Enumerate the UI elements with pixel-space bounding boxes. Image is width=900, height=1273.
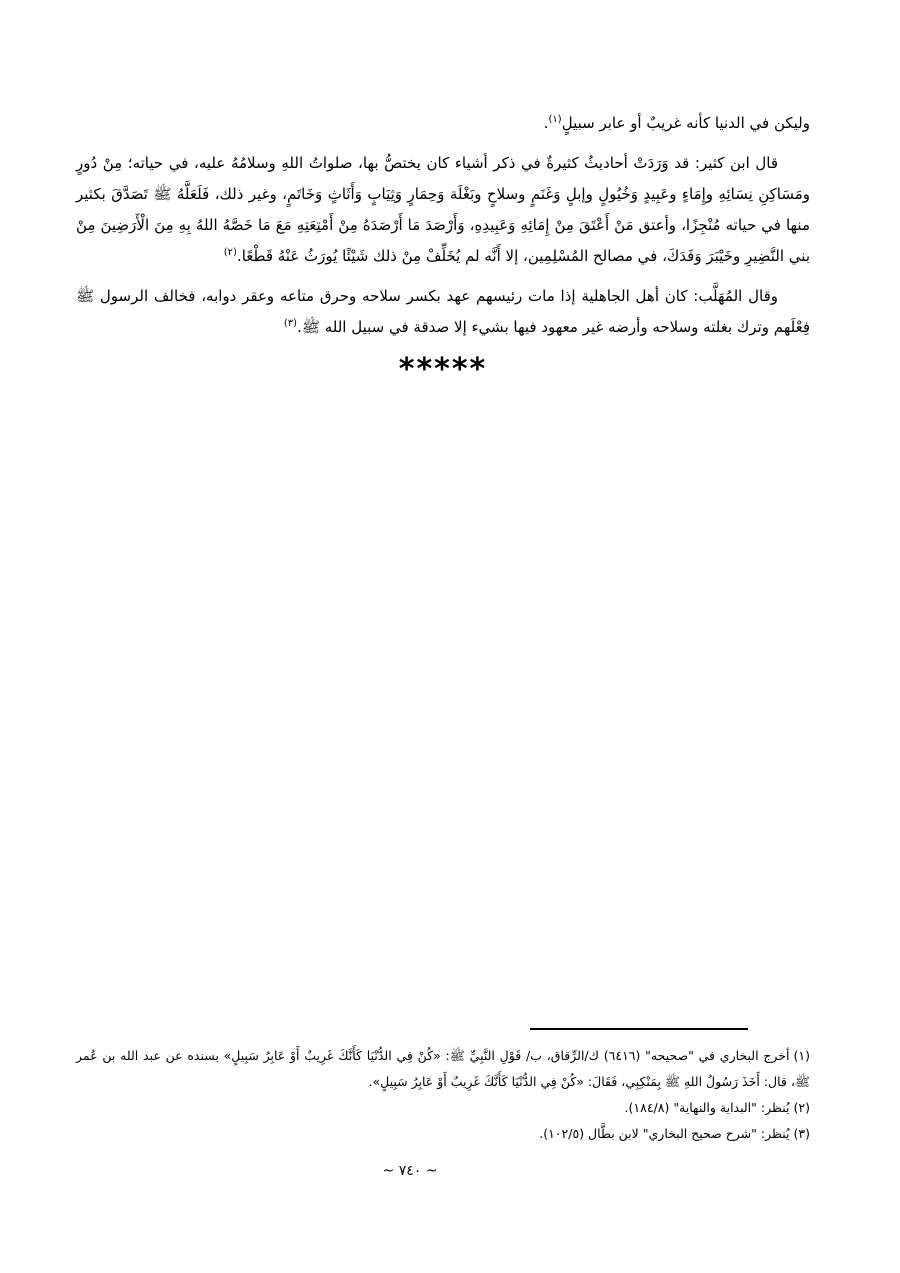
footnotes [76, 1043, 810, 1147]
footnote-3-number: (٣) [793, 1126, 810, 1141]
footnote-divider [530, 1028, 748, 1030]
paragraph-1 [76, 108, 810, 139]
main-text [76, 108, 810, 388]
footnote-1 [76, 1043, 810, 1095]
paragraph-1-end: . [543, 114, 549, 132]
paragraph-3-text: وقال المُهَلَّب: كان أهل الجاهلية إذا مات رئيسهم عهد بكسر سلاحه وحرق متاعه وعقر دوابه، فخالف الرسول ﷺ فِعْلَهم وترك بغلته وسلاحه وأرضه غير معهود فيها بشيء إلا صدقة في سبيل الله ﷺ. [76, 287, 810, 336]
footnote-1-number: (١) [793, 1048, 811, 1063]
footnote-2-text: يُنظر: "البداية والنهاية" (١٨٤/٨). [624, 1100, 790, 1115]
paragraph-2 [76, 148, 810, 272]
footnote-3 [76, 1121, 810, 1147]
footnote-ref-1: (١) [548, 114, 562, 125]
paragraph-1-text: وليكن في الدنيا كأنه غريبٌ أو عابر سبيلٍ [561, 114, 810, 132]
footnote-3-text: يُنظر: "شرح صحيح البخاري" لابن بطَّال (١٠٢/٥). [539, 1126, 790, 1141]
paragraph-2-text: قال ابن كثير: قد وَرَدَتْ أحاديثُ كثيرةٌ في ذكر أشياء كان يختصُّ بها، صلواتُ اللهِ وسلامُهُ عليه، في حياته؛ مِنْ دُورٍ ومَسَاكِنِ نِسَائِهِ وإِمَاءٍ وعَبِيدٍ وَخُيُولٍ وإبلٍ وَغَنَمٍ وسلاحٍ وبَغْلَة وَحِمَارٍ وَثِيَابٍ وَأَثَاثٍ وَخَاتَمٍ، وغير ذلك، فَلَعَلَّهُ ﷺ تَصَدَّقَ بكثير منها في حياته مُنْجِزًا، وأعتق مَنْ أَعْتَقَ مِنْ إِمَائِهِ وَعَبِيدِهِ، وَأَرْصَدَ مَا أَرْصَدَهُ مِنْ أَمْتِعَتِهِ مَعَ مَا خَصَّهُ اللهُ بِهِ مِنَ الْأَرَضِينَ مِنْ بني النَّضِيرِ وخَيْبَرَ وَفَدَكَ، في مصالح المُسْلِمِين، إلا أَنَّه لم يُخَلِّفْ مِنْ ذلك شَيْئًا يُورَثُ عَنْهُ قَطْعًا. [76, 154, 810, 265]
page-number: ~ ٧٤٠ ~ [382, 1163, 438, 1179]
footnote-2-number: (٢) [793, 1100, 810, 1115]
footnote-2 [76, 1095, 810, 1121]
footnote-ref-3: (٣) [283, 318, 298, 329]
footnote-1-text: أخرج البخاري في "صحيحه" (٦٤١٦) ك/الرِّقاق، ب/ قَوْلِ النَّبِيِّ ﷺ: «كُنْ فِي الدُّنْيَا كَأَنَّكَ غَرِيبٌ أَوْ عَابِرُ سَبِيلٍ» بسنده عن عبد الله بن عُمر ﷺ، قال: أَخَذَ رَسُولُ اللهِ ﷺ بِمَنْكِبِي، فَقَالَ: «كُنْ فِي الدُّنْيَا كَأَنَّكَ غَرِيبٌ أَوْ عَابِرُ سَبِيلٍ». [76, 1048, 810, 1089]
footnote-ref-2: (٢) [223, 247, 237, 258]
paragraph-3 [76, 281, 810, 343]
section-separator: ***** [398, 352, 488, 387]
